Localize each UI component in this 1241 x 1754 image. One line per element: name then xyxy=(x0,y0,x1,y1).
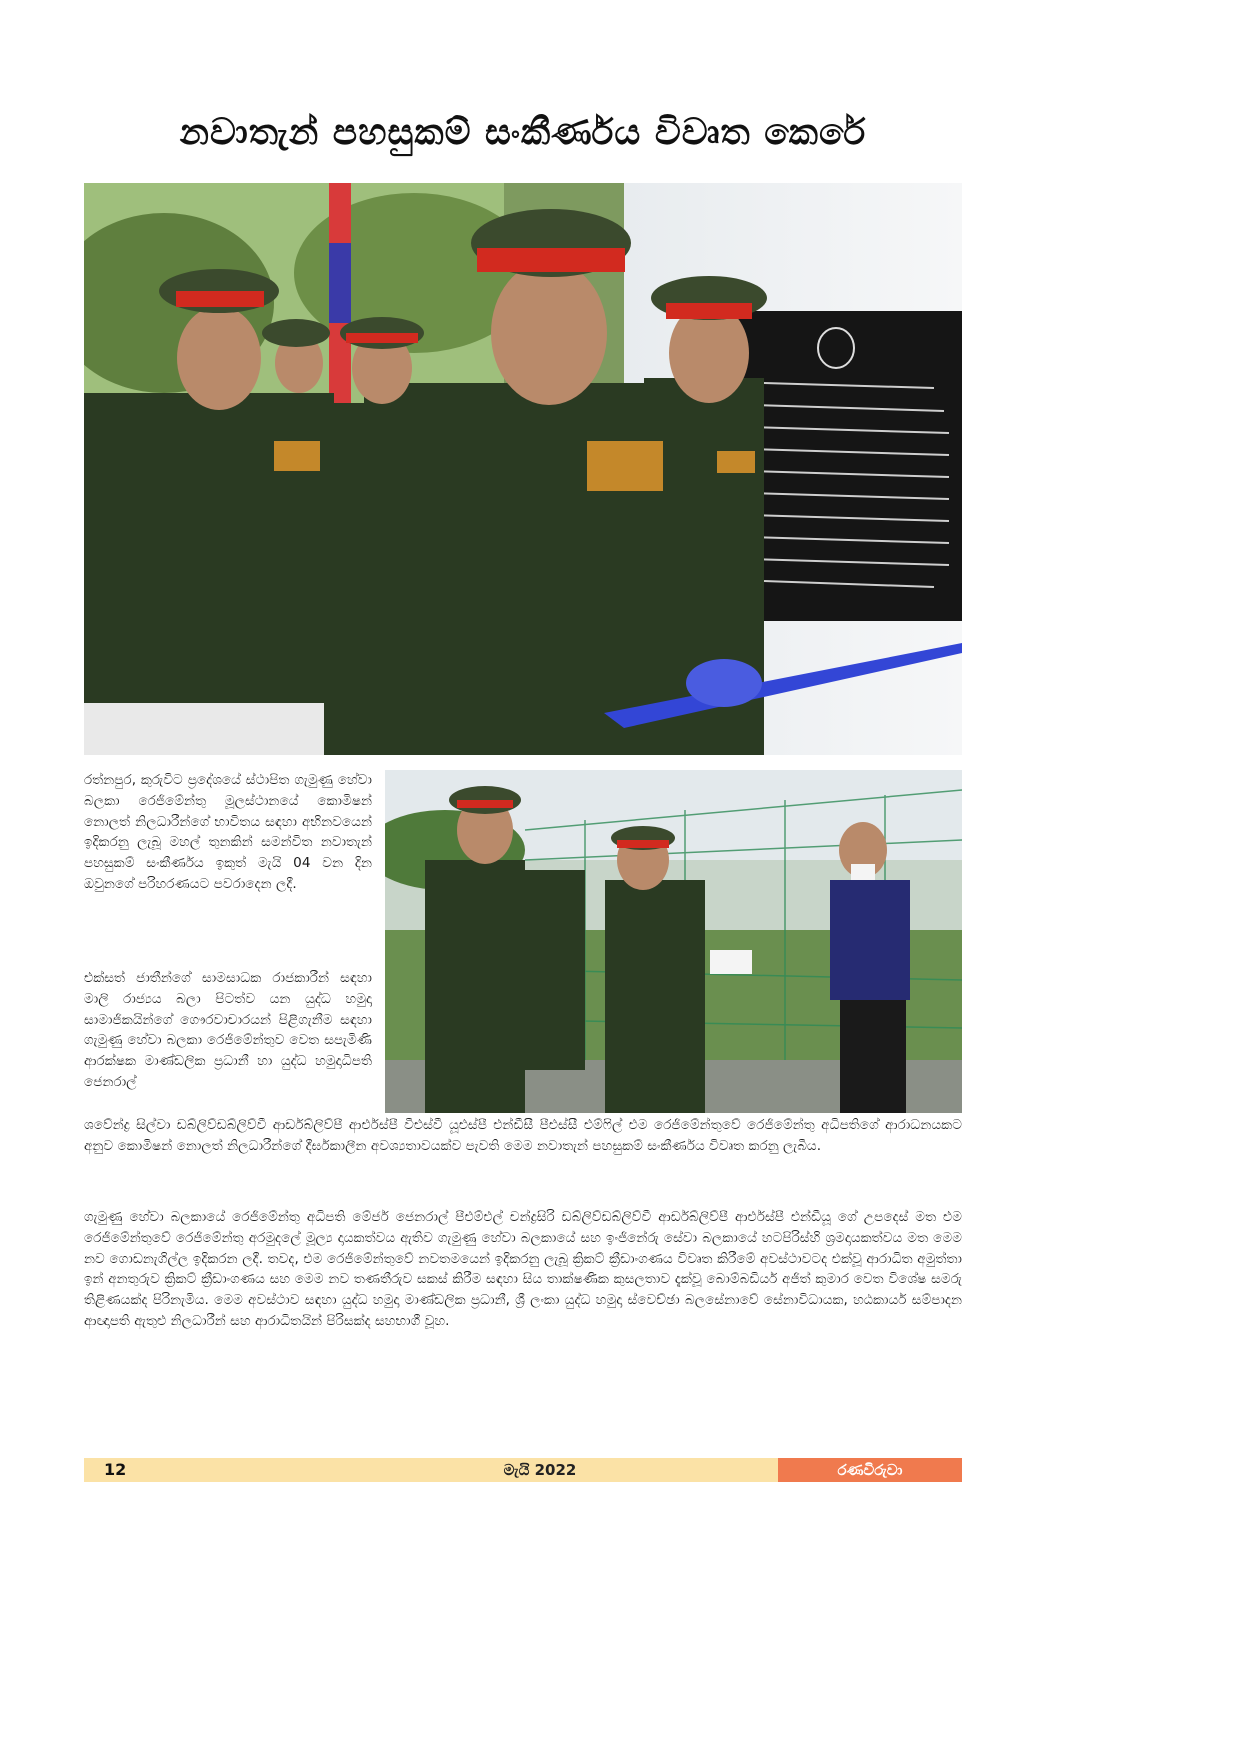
cricket-ground-presentation-photo xyxy=(385,770,962,1113)
plaque-unveiling-photo xyxy=(84,183,962,755)
article-paragraph-3: ගැමුණු හේවා බලකායේ රෙජිමේන්තු අධිපති මේජර් ජෙනරාල් පීඑම්එල් චන්ද්‍රසිරි ඩබ්ලිව්ඩබ්ලිව්වී ආර්ඩබ්ලිව්පී ආර්එස්පී එන්ඩීයූ ගේ උපදෙස් මත එම රෙජිමේන්තුවේ රෙජිමේන්තු අරමුදලේ මූල්‍ය දායකත්වය ඇතිව ගැමුණු හේවා බලකායේ සහ ඉංජිනේරු සේවා බලකායේ හටපිරිස්හි ශ්‍රමදායකත්වය මත මෙම නව ගොඩනැගිල්ල ඉදිකරන ලදී. තවද, එම රෙජිමේන්තුවේ නවතමයෙන් ඉදිකරනු ලැබූ ක්‍රිකට් ක්‍රීඩාංගණය විවෘත කිරීමේ අවස්ථාවටද එක්වූ ආරාධිත අමුත්තා ඉන් අනතුරුව ක්‍රිකට් ක්‍රීඩාංගණය සහ මෙම නව තණතීරුව සකස් කිරීම සඳහා සිය තාක්ෂණික කුසලතාව දැක්වූ බොම්බඩියර් අජිත් කුමාර වෙත විශේෂ සමරු තිළිණයක්ද පිරිනැමිය. මෙම අවස්ථාව සඳහා යුද්ධ හමුදා මාණ්ඩලික ප්‍රධානී, ශ්‍රී ලංකා යුද්ධ හමුදා ස්වෙච්ඡා බලසේනාවේ සේනාවිධායක, හඨකාර්ය සම්පාදන ආඥාපති ඇතුළු නිලධාරීන් සහ ආරාධිතයින් පිරිසක්ද සහභාගී වූහ. xyxy=(84,1209,962,1329)
article-paragraph-1: රත්නපුර, කුරුවිට ප්‍රදේශයේ ස්ථාපිත ගැමුණු හේවා බලකා රෙජිමේන්තු මූලස්ථානයේ කොමිෂන් නොලත් නිලධාරීන්ගේ භාවිතය සඳහා අභිනවයෙන් ඉදිකරනු ලැබූ මහල් තුනකින් සමන්විත නවාතැන් පහසුකම් සංකීර්ණය ඉකුත් මැයි 04 වන දින ඔවුනගේ පරිහරණයට පවරාදෙන ලදී. xyxy=(84,772,372,892)
article-paragraph-2-start: එක්සත් ජාතීන්ගේ සාමසාධක රාජකාරීන් සඳහා මාලි රාජ්‍යය බලා පිටත්ව යන යුද්ධ හමුදා සාමාජිකයින්ගේ ගෞරවාචාරයන් පිළිගැනීම සඳහා ගැමුණු හේවා බලකා රෙජිමේන්තුව වෙත සපැමිණි ආරක්ෂක මාණ්ඩලික ප්‍රධානී හා යුද්ධ හමුදාධිපති ජෙනරාල් xyxy=(84,970,372,1090)
issue-date: මැයි 2022 xyxy=(503,1461,577,1479)
page-number: 12 xyxy=(104,1460,127,1479)
page-title: නවාතැන් පහසුකම් සංකීර්ණය විවෘත කෙරේ xyxy=(179,112,867,153)
article-paragraph-2-end: ශවේන්ද්‍ර සිල්වා ඩබ්ලිව්ඩබ්ලිව්වී ආර්ඩබ්ලිව්පී ආර්එස්පී වීඑස්වී යූඑස්පී එන්ඩීසී පීඑස්සී එම්ෆිල් එම රෙජිමේන්තුවේ රෙජිමේන්තු අධිපතිගේ ආරාධනයකට අනුව කොමිෂන් නොලත් නිලධාරීන්ගේ දීර්ඝකාලීන අවශ්‍යතාවයක්ව පැවති මෙම නවාතැන් පහසුකම් සංකීර්ණය විවෘත කරනු ලැබීය. xyxy=(84,1117,962,1154)
magazine-brand: රණවිරුවා xyxy=(778,1458,962,1482)
